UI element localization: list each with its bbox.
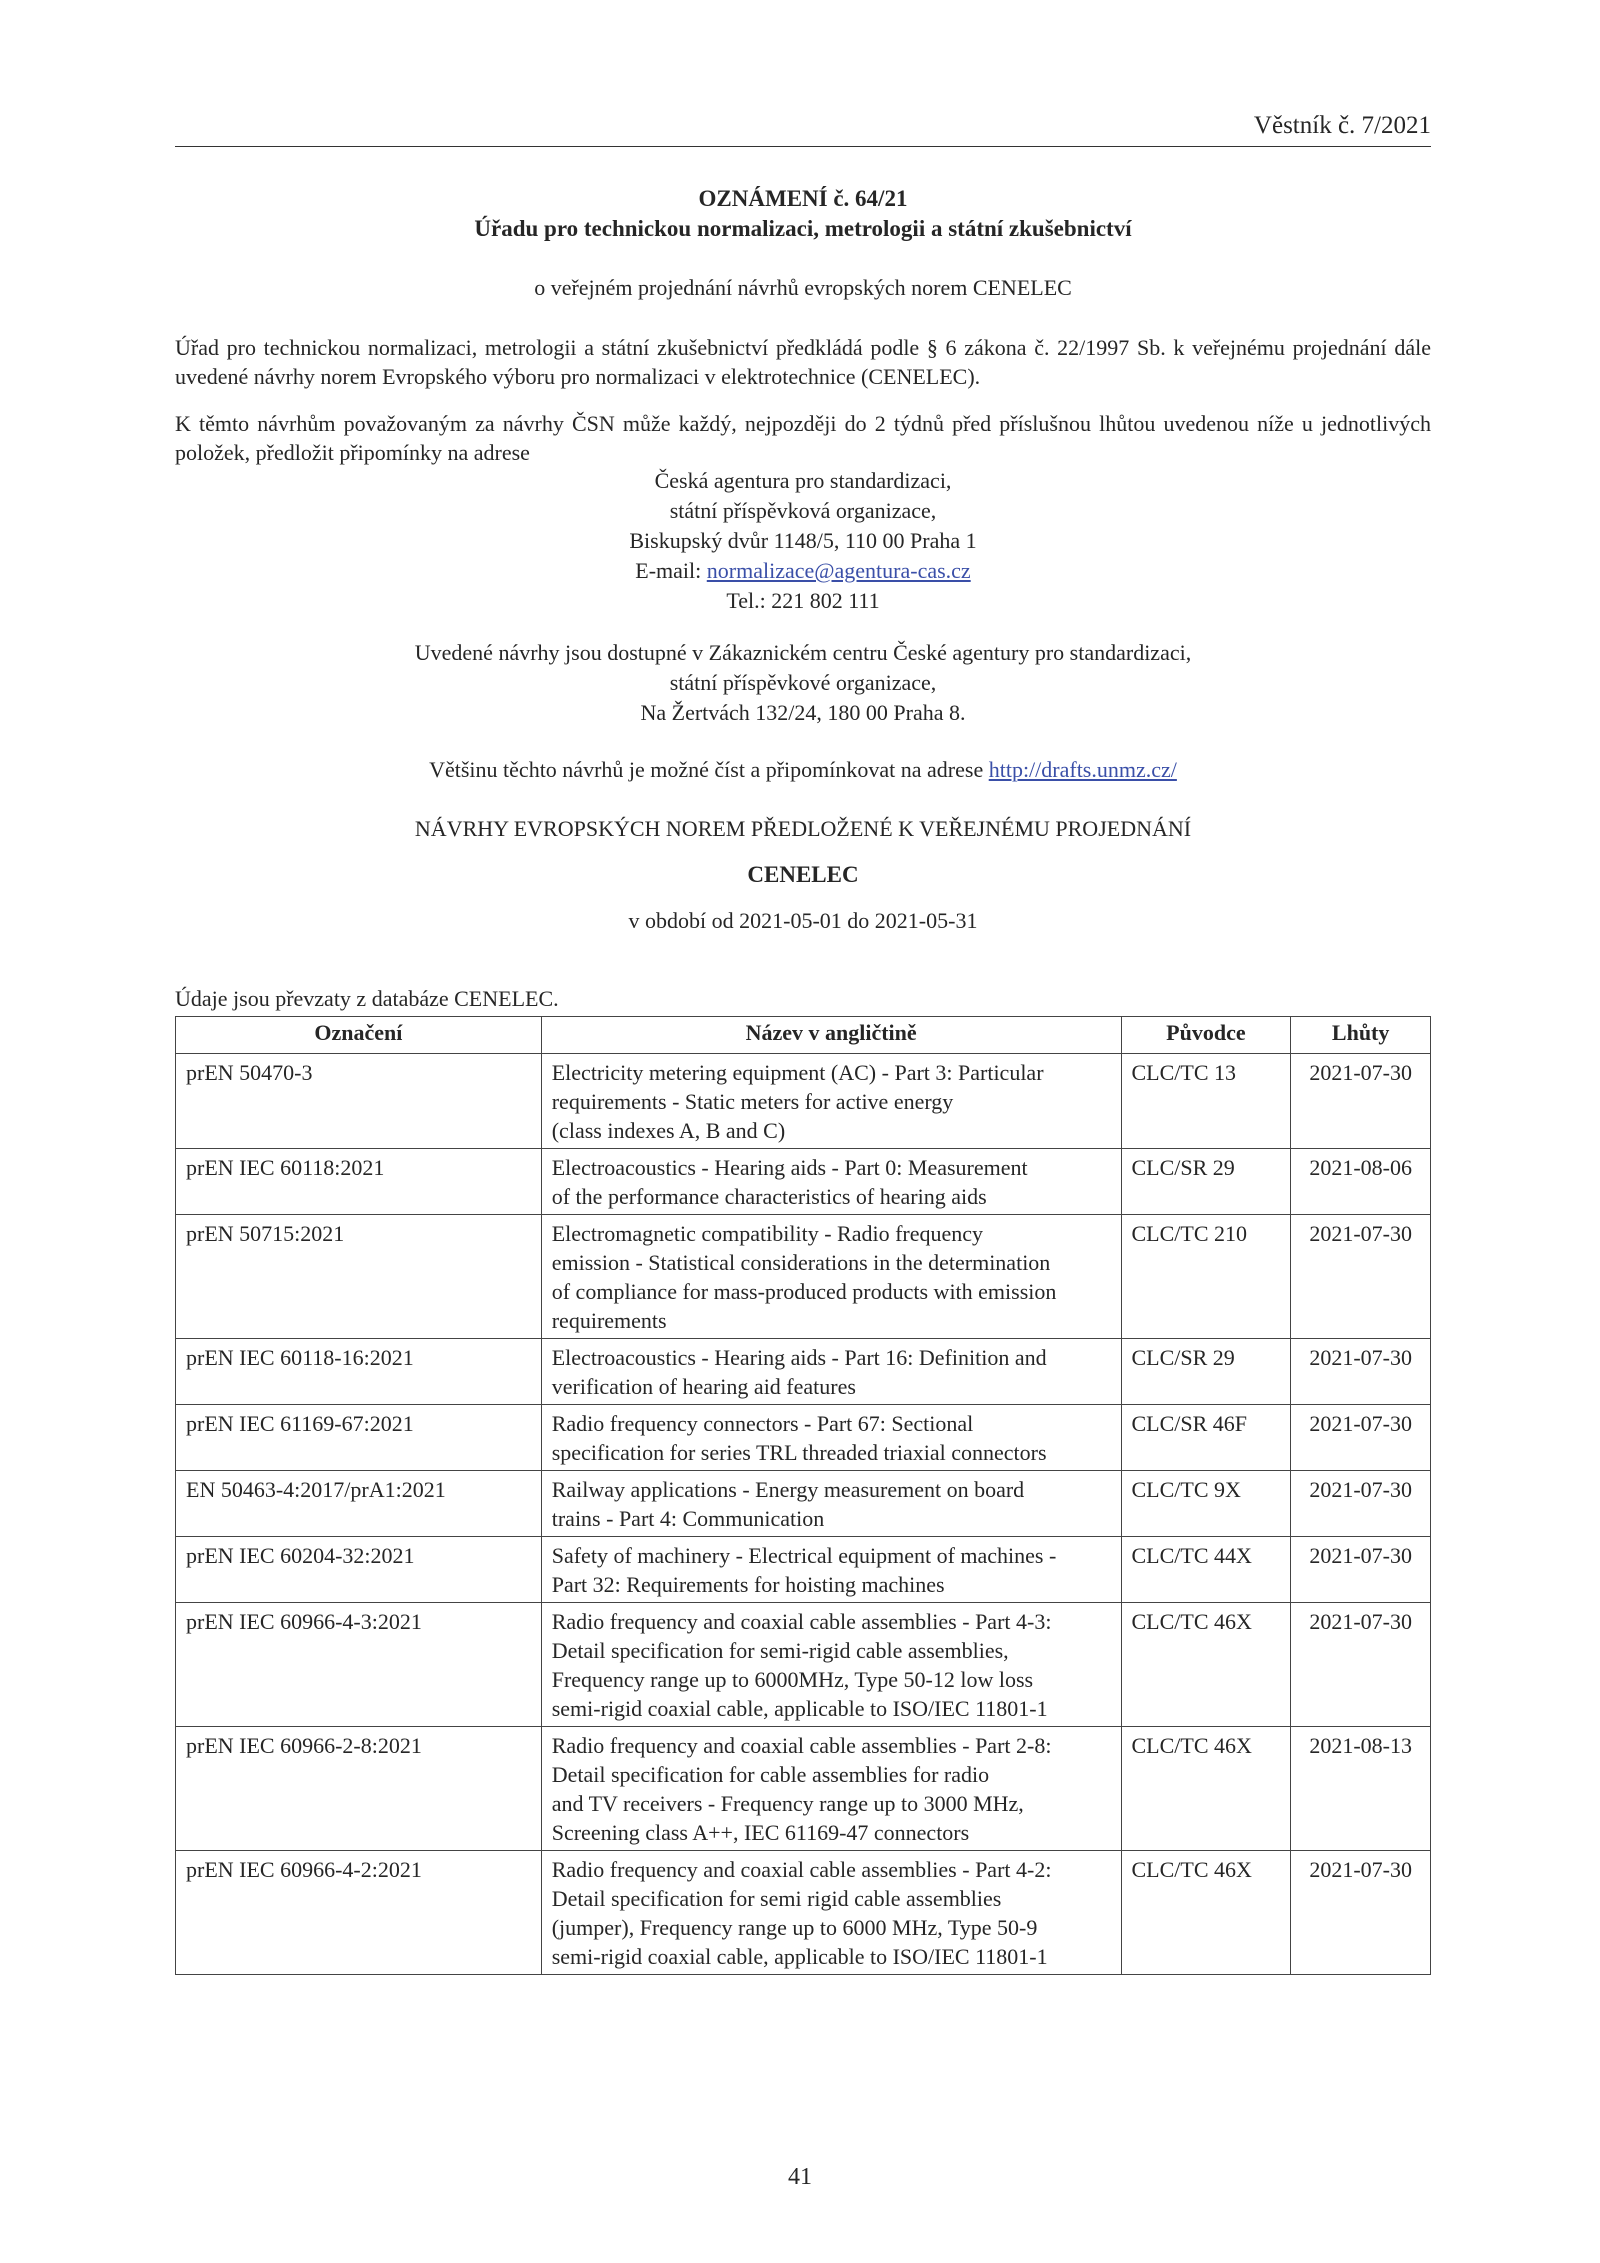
title-line: Radio frequency and coaxial cable assemblies - Part 2-8: — [551, 1733, 1052, 1758]
designation-cell: prEN IEC 60966-4-2:2021 — [176, 1851, 542, 1975]
designation-cell: EN 50463-4:2017/prA1:2021 — [176, 1471, 542, 1537]
title-line: requirements — [551, 1308, 667, 1333]
title-line: Part 32: Requirements for hoisting machines — [551, 1572, 945, 1597]
title-cell — [541, 1405, 1121, 1471]
drafts-table — [175, 1016, 1431, 1975]
title-line: of compliance for mass-produced products with emission — [551, 1279, 1057, 1304]
intro-paragraph-1: Úřad pro technickou normalizaci, metrologii a státní zkušebnictví předkládá podle § 6 zákona č. 22/1997 Sb. k veřejnému projednání dále uvedené návrhy norem Evropského výboru pro normalizaci v elektrotechnice (CENELEC). — [175, 335, 1431, 389]
title-line: Frequency range up to 6000MHz, Type 50-12 low loss — [551, 1667, 1034, 1692]
table-row — [176, 1339, 1431, 1405]
address-email-line — [175, 556, 1431, 586]
title-line: Electroacoustics - Hearing aids - Part 16: Definition and — [551, 1345, 1047, 1370]
notice-subtitle: o veřejném projednání návrhů evropských norem CENELEC — [534, 275, 1072, 300]
intro-paragraph-2: K těmto návrhům považovaným za návrhy ČSN může každý, nejpozději do 2 týdnů před příslušnou lhůtou uvedenou níže u jednotlivých položek, předložit připomínky na adrese — [175, 411, 1431, 465]
deadline-cell: 2021-07-30 — [1291, 1405, 1431, 1471]
title-line: Radio frequency and coaxial cable assemblies - Part 4-2: — [551, 1857, 1052, 1882]
drafts-text: Většinu těchto návrhů je možné číst a připomínkovat na adrese — [429, 757, 989, 782]
title-line: Railway applications - Energy measurement on board — [551, 1477, 1025, 1502]
availability-line: Na Žertvách 132/24, 180 00 Praha 8. — [640, 700, 966, 725]
origin-cell: CLC/TC 46X — [1121, 1727, 1291, 1851]
designation-cell: prEN IEC 60118-16:2021 — [176, 1339, 542, 1405]
origin-cell: CLC/TC 46X — [1121, 1851, 1291, 1975]
address-line: státní příspěvková organizace, — [669, 498, 937, 523]
title-cell — [541, 1603, 1121, 1727]
deadline-cell: 2021-07-30 — [1291, 1054, 1431, 1149]
title-line: (jumper), Frequency range up to 6000 MHz, Type 50-9 — [551, 1915, 1038, 1940]
notice-issuer: Úřadu pro technickou normalizaci, metrologii a státní zkušebnictví — [474, 216, 1132, 241]
title-line: of the performance characteristics of hearing aids — [551, 1184, 987, 1209]
origin-cell: CLC/TC 13 — [1121, 1054, 1291, 1149]
title-line: and TV receivers - Frequency range up to 3000 MHz, — [551, 1791, 1024, 1816]
designation-cell: prEN 50715:2021 — [176, 1215, 542, 1339]
title-line: emission - Statistical considerations in the determination — [551, 1250, 1051, 1275]
table-row — [176, 1405, 1431, 1471]
origin-cell: CLC/SR 29 — [1121, 1339, 1291, 1405]
title-cell — [541, 1339, 1121, 1405]
title-line: Detail specification for semi rigid cable assemblies — [551, 1886, 1002, 1911]
title-line: verification of hearing aid features — [551, 1374, 856, 1399]
deadline-cell: 2021-07-30 — [1291, 1603, 1431, 1727]
title-line: specification for series TRL threaded triaxial connectors — [551, 1440, 1047, 1465]
column-header-title: Název v angličtině — [541, 1017, 1121, 1054]
column-header-designation: Označení — [176, 1017, 542, 1054]
page-number: 41 — [788, 2164, 812, 2190]
table-row — [176, 1851, 1431, 1975]
table-row — [176, 1603, 1431, 1727]
table-header-row — [176, 1017, 1431, 1054]
title-cell — [541, 1537, 1121, 1603]
origin-cell: CLC/TC 44X — [1121, 1537, 1291, 1603]
title-line: Electricity metering equipment (AC) - Part 3: Particular — [551, 1060, 1044, 1085]
address-phone: Tel.: 221 802 111 — [726, 588, 880, 613]
title-line: trains - Part 4: Communication — [551, 1506, 825, 1531]
table-row — [176, 1727, 1431, 1851]
title-line: semi-rigid coaxial cable, applicable to ISO/IEC 11801-1 — [551, 1696, 1048, 1721]
email-label: E-mail: — [635, 558, 707, 583]
origin-cell: CLC/TC 210 — [1121, 1215, 1291, 1339]
section-period: v období od 2021-05-01 do 2021-05-31 — [628, 908, 978, 933]
drafts-link[interactable]: http://drafts.unmz.cz/ — [988, 757, 1177, 782]
notice-title: OZNÁMENÍ č. 64/21 — [698, 186, 908, 211]
deadline-cell: 2021-07-30 — [1291, 1537, 1431, 1603]
column-header-deadline: Lhůty — [1291, 1017, 1431, 1054]
address-line: Biskupský dvůr 1148/5, 110 00 Praha 1 — [629, 528, 977, 553]
title-cell — [541, 1851, 1121, 1975]
deadline-cell: 2021-08-06 — [1291, 1149, 1431, 1215]
designation-cell: prEN IEC 60118:2021 — [176, 1149, 542, 1215]
table-body — [176, 1054, 1431, 1975]
deadline-cell: 2021-08-13 — [1291, 1727, 1431, 1851]
table-row — [176, 1471, 1431, 1537]
deadline-cell: 2021-07-30 — [1291, 1471, 1431, 1537]
address-line: Česká agentura pro standardizaci, — [654, 468, 952, 493]
table-row — [176, 1054, 1431, 1149]
title-line: Screening class A++, IEC 61169-47 connectors — [551, 1820, 970, 1845]
designation-cell: prEN IEC 60966-2-8:2021 — [176, 1727, 542, 1851]
title-cell — [541, 1727, 1121, 1851]
title-line: Radio frequency connectors - Part 67: Sectional — [551, 1411, 974, 1436]
designation-cell: prEN IEC 60966-4-3:2021 — [176, 1603, 542, 1727]
availability-block — [175, 638, 1431, 728]
designation-cell: prEN IEC 61169-67:2021 — [176, 1405, 542, 1471]
title-cell — [541, 1054, 1121, 1149]
section-heading: NÁVRHY EVROPSKÝCH NOREM PŘEDLOŽENÉ K VEŘEJNÉMU PROJEDNÁNÍ — [414, 816, 1192, 841]
origin-cell: CLC/SR 29 — [1121, 1149, 1291, 1215]
source-note: Údaje jsou převzaty z databáze CENELEC. — [175, 986, 559, 1011]
email-link[interactable]: normalizace@agentura-cas.cz — [706, 558, 971, 583]
title-line: Electromagnetic compatibility - Radio frequency — [551, 1221, 984, 1246]
title-line: Detail specification for semi-rigid cable assemblies, — [551, 1638, 1009, 1663]
title-line: requirements - Static meters for active energy — [551, 1089, 954, 1114]
table-row — [176, 1149, 1431, 1215]
title-line: (class indexes A, B and C) — [551, 1118, 786, 1143]
title-line: Safety of machinery - Electrical equipment of machines - — [551, 1543, 1057, 1568]
availability-line: státní příspěvkové organizace, — [669, 670, 937, 695]
column-header-origin: Původce — [1121, 1017, 1291, 1054]
deadline-cell: 2021-07-30 — [1291, 1215, 1431, 1339]
table-row — [176, 1215, 1431, 1339]
drafts-line — [175, 755, 1431, 785]
availability-line: Uvedené návrhy jsou dostupné v Zákaznickém centru České agentury pro standardizaci, — [414, 640, 1192, 665]
title-line: Electroacoustics - Hearing aids - Part 0: Measurement — [551, 1155, 1028, 1180]
origin-cell: CLC/TC 9X — [1121, 1471, 1291, 1537]
designation-cell: prEN IEC 60204-32:2021 — [176, 1537, 542, 1603]
deadline-cell: 2021-07-30 — [1291, 1851, 1431, 1975]
title-cell — [541, 1215, 1121, 1339]
deadline-cell: 2021-07-30 — [1291, 1339, 1431, 1405]
table-row — [176, 1537, 1431, 1603]
title-line: Radio frequency and coaxial cable assemblies - Part 4-3: — [551, 1609, 1052, 1634]
designation-cell: prEN 50470-3 — [176, 1054, 542, 1149]
running-header — [175, 112, 1431, 147]
origin-cell: CLC/TC 46X — [1121, 1603, 1291, 1727]
origin-cell: CLC/SR 46F — [1121, 1405, 1291, 1471]
section-org: CENELEC — [747, 862, 859, 887]
title-cell — [541, 1471, 1121, 1537]
title-cell — [541, 1149, 1121, 1215]
title-line: Detail specification for cable assemblies for radio — [551, 1762, 990, 1787]
title-line: semi-rigid coaxial cable, applicable to ISO/IEC 11801-1 — [551, 1944, 1048, 1969]
submission-address — [175, 466, 1431, 616]
issue-label: Věstník č. 7/2021 — [1253, 112, 1431, 139]
